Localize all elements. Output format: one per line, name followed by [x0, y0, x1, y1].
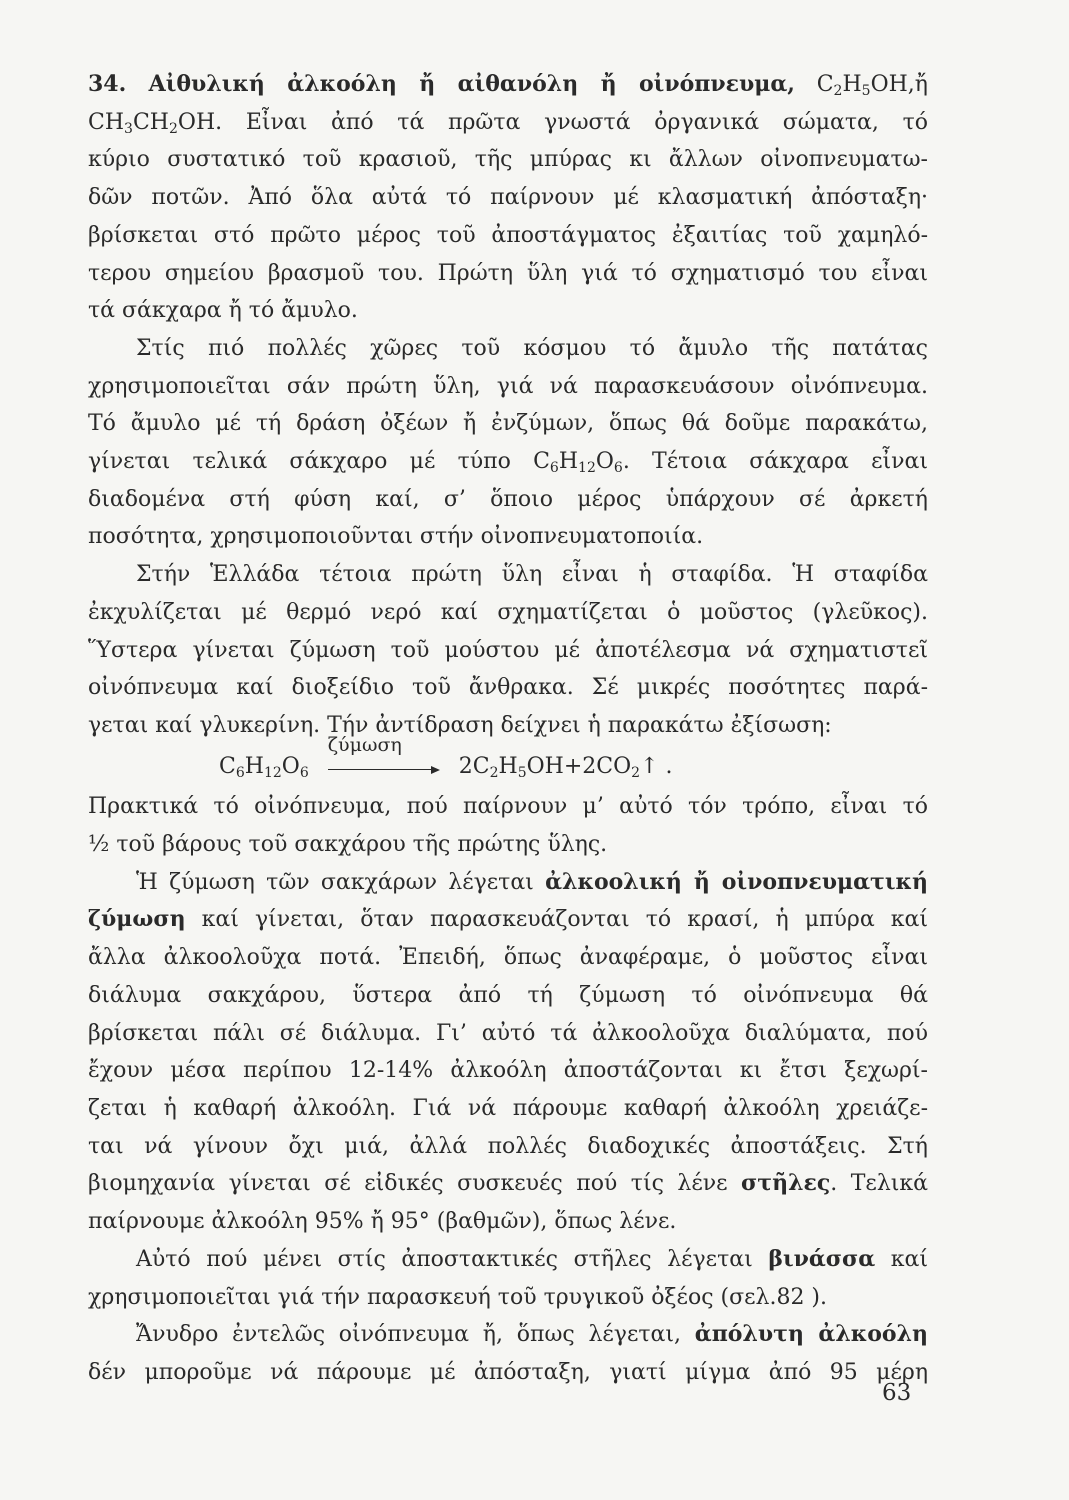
text-line: διαδομένα στή φύση καί, σ’ ὅποιο μέρος ὑπάρχουν σέ ἀρκετή [88, 486, 928, 512]
text-line: βρίσκεται στό πρῶτο μέρος τοῦ ἀποστάγματος ἐξαιτίας τοῦ χαμηλό- [88, 222, 928, 248]
term: βινάσσα [768, 1245, 876, 1272]
page-number: 63 [882, 1380, 912, 1406]
paragraph-starch [88, 330, 928, 556]
term: στῆλες [741, 1170, 831, 1197]
text-line: Στήν Ἑλλάδα τέτοια πρώτη ὕλη εἶναι ἡ σταφίδα. Ἡ σταφίδα [136, 562, 928, 588]
text-line: κύριο συστατικό τοῦ κρασιοῦ, τῆς μπύρας κι ἄλλων οἰνοπνευματω- [88, 147, 928, 173]
arrow-right-icon [431, 766, 440, 774]
text-line: ζεται ἡ καθαρή ἀλκοόλη. Γιά νά πάρουμε καθαρή ἀλκοόλη χρειάζε- [88, 1095, 928, 1121]
term: ἀλκοολική ἤ οἰνοπνευματική [545, 868, 928, 895]
text-line: χρησιμοποιεῖται σάν πρώτη ὕλη, γιά νά παρασκευάσουν οἰνόπνευμα. [88, 373, 928, 399]
paragraph-yield [88, 788, 928, 863]
paragraph-absolute-alcohol [88, 1316, 928, 1391]
term: ζύμωση [88, 906, 186, 933]
text-line: ἄλλα ἀλκοολοῦχα ποτά. Ἐπειδή, ὅπως ἀναφέραμε, ὁ μοῦστος εἶναι [88, 945, 928, 971]
paragraph-fermentation [88, 864, 928, 1241]
text-line: βιομηχανία γίνεται σέ εἰδικές συσκευές πού τίς λένε στῆλες. Τελικά [88, 1170, 929, 1197]
text-line: τά σάκχαρα ἤ τό ἄμυλο. [88, 298, 358, 324]
text-line: δῶν ποτῶν. Ἀπό ὅλα αὐτά τό παίρνουν μέ κλασματική ἀπόσταξη· [88, 185, 928, 211]
text-line: Τό ἄμυλο μέ τή δράση ὀξέων ἤ ἐνζύμων, ὅπως θά δοῦμε παρακάτω, [88, 411, 928, 437]
text-line: 34. Αἰθυλική ἀλκοόλη ἤ αἰθανόλη ἤ οἰνόπνευμα, $C_2H_5OH,ἤ$ [88, 71, 928, 99]
text-line: Πρακτικά τό οἰνόπνευμα, πού παίρνουν μ’ αὐτό τόν τρόπο, εἶναι τό [88, 794, 928, 820]
fermentation-equation: $C_6H_{12}O_6$ ζύμωση $2C_2H_5OH+2CO_2↑$ . [219, 733, 673, 781]
text-line: Ἡ ζύμωση τῶν σακχάρων λέγεται ἀλκοολική ἤ οἰνοπνευματική [136, 868, 928, 895]
text-line: βρίσκεται πάλι σέ διάλυμα. Γι’ αὐτό τά ἀλκοολοῦχα διαλύματα, πού [88, 1020, 928, 1046]
text-line: ἐκχυλίζεται μέ θερμό νερό καί σχηματίζεται ὁ μοῦστος (γλεῦκος). [88, 599, 928, 625]
arrow-label: ζύμωση [327, 733, 402, 756]
term: ἀπόλυτη ἀλκοόλη [694, 1321, 929, 1348]
text-line: οἰνόπνευμα καί διοξείδιο τοῦ ἄνθρακα. Σέ μικρές ποσότητες παρά- [88, 675, 928, 701]
text-line: γίνεται τελικά σάκχαρο μέ τύπο $C_6H_{12}O_6$. Τέτοια σάκχαρα εἶναι [88, 449, 928, 477]
section-heading: 34. Αἰθυλική ἀλκοόλη ἤ αἰθανόλη ἤ οἰνόπνευμα, [88, 71, 795, 97]
text-line: παίρνουμε ἀλκοόλη 95% ἤ 95° (βαθμῶν), ὅπως λένε. [88, 1209, 677, 1235]
text-line: χρησιμοποιεῖται γιά τήν παρασκευή τοῦ τρυγικοῦ ὀξέος (σελ.82 ). [88, 1284, 828, 1310]
text-line: $CH_3CH_2OH$. Εἶναι ἀπό τά πρῶτα γνωστά ὀργανικά σώματα, τό [88, 109, 928, 137]
text-line: Στίς πιό πολλές χῶρες τοῦ κόσμου τό ἄμυλο τῆς πατάτας [136, 335, 928, 361]
text-line: ½ τοῦ βάρους τοῦ σακχάρου τῆς πρώτης ὕλης. [88, 832, 608, 858]
page-body [88, 66, 928, 1392]
text-line: τερου σημείου βρασμοῦ του. Πρώτη ὕλη γιά τό σχηματισμό του εἶναι [88, 260, 928, 286]
text-line: ται νά γίνουν ὄχι μιά, ἀλλά πολλές διαδοχικές ἀποστάξεις. Στή [88, 1133, 928, 1159]
text-line: Αὐτό πού μένει στίς ἀποστακτικές στῆλες λέγεται βινάσσα καί [136, 1245, 928, 1272]
reaction-arrow [327, 733, 440, 773]
text-line: Ὕστερα γίνεται ζύμωση τοῦ μούστου μέ ἀποτέλεσμα νά σχηματιστεῖ [88, 637, 928, 663]
text-line: ἔχουν μέσα περίπου 12-14% ἀλκοόλη ἀποστάζονται κι ἔτσι ξεχωρί- [88, 1058, 928, 1084]
paragraph-vinasse [88, 1241, 928, 1316]
text-line: Ἄνυδρο ἐντελῶς οἰνόπνευμα ἤ, ὅπως λέγεται, ἀπόλυτη ἀλκοόλη [136, 1321, 929, 1348]
text-line: διάλυμα σακχάρου, ὕστερα ἀπό τή ζύμωση τό οἰνόπνευμα θά [88, 982, 928, 1008]
text-line: ποσότητα, χρησιμοποιοῦνται στήν οἰνοπνευματοποιία. [88, 524, 704, 550]
text-line: ζύμωση καί γίνεται, ὅταν παρασκευάζονται τό κρασί, ἡ μπύρα καί [88, 906, 928, 933]
paragraph-ethyl-alcohol-intro [88, 66, 928, 330]
text-line: δέν μποροῦμε νά πάρουμε μέ ἀπόσταξη, γιατί μίγμα ἀπό 95 μέρη [88, 1359, 928, 1385]
paragraph-raisin [88, 556, 928, 745]
text-line: γεται καί γλυκερίνη. Τήν ἀντίδραση δείχνει ἡ παρακάτω ἐξίσωση: [88, 712, 832, 738]
